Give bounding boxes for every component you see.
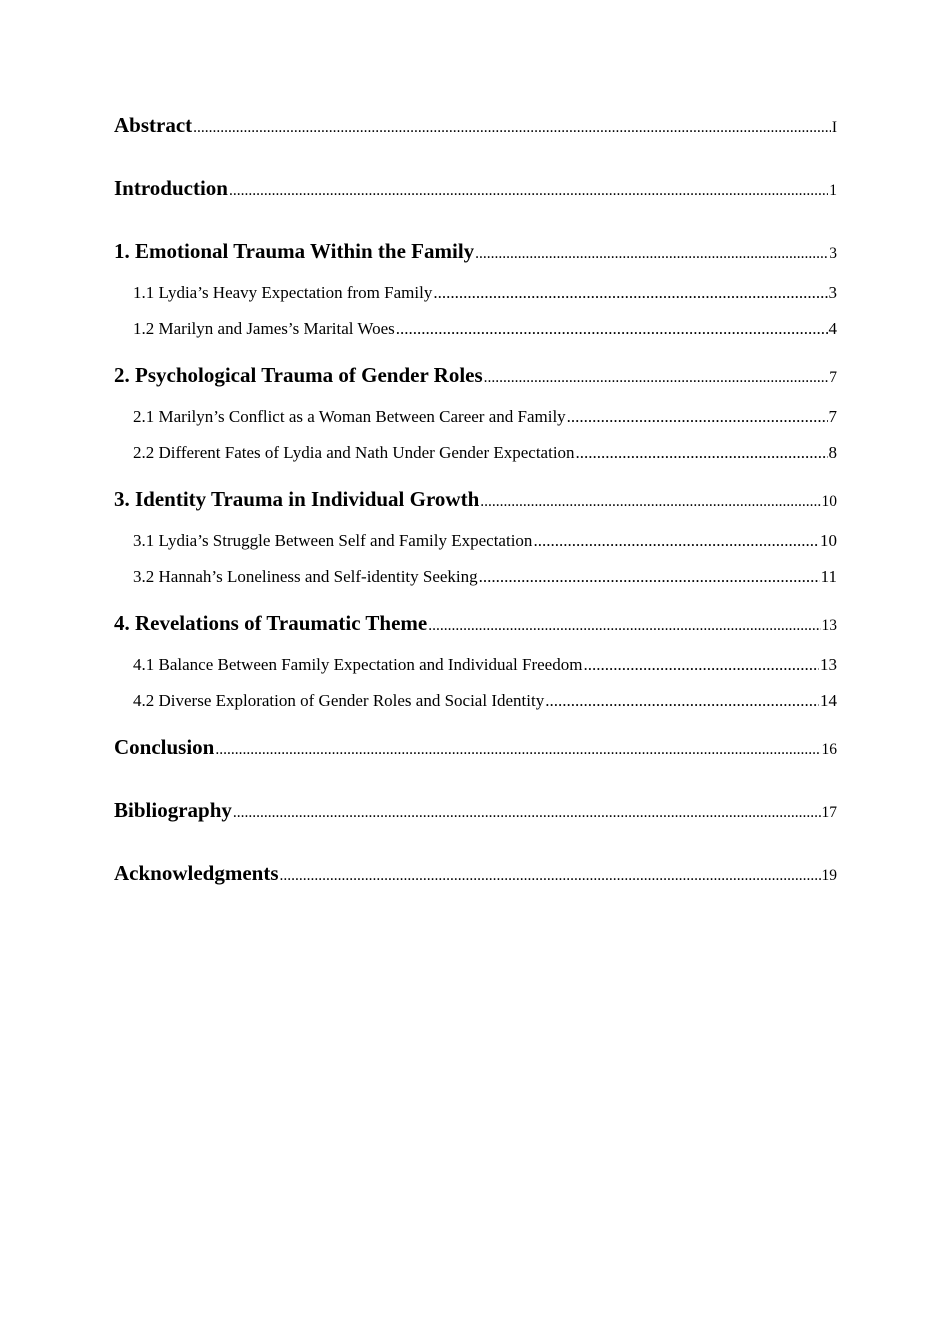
dot-leader: [545, 688, 819, 714]
toc-entry-chapter-2[interactable]: [114, 360, 837, 404]
toc-entry-section-1-1[interactable]: [114, 280, 837, 316]
toc-entry-label: Introduction: [114, 176, 228, 200]
toc-entry-label: 3. Identity Trauma in Individual Growth: [114, 487, 480, 511]
toc-entry-section-3-1[interactable]: [114, 528, 837, 564]
toc-page-number: 7: [828, 407, 837, 426]
toc-page-number: 14: [820, 691, 837, 710]
toc-entry-label: 3.2 Hannah’s Loneliness and Self-identity Seeking: [133, 567, 478, 586]
dot-leader: [484, 363, 829, 393]
toc-page-number: 19: [821, 867, 837, 884]
toc-entry-label: 4. Revelations of Traumatic Theme: [114, 611, 428, 635]
dot-leader: [576, 440, 828, 466]
dot-leader: [533, 528, 819, 554]
toc-entry-abstract[interactable]: [114, 110, 837, 173]
toc-page-number: 10: [820, 531, 837, 550]
toc-entry-label: Bibliography: [114, 798, 232, 822]
dot-leader: [433, 280, 827, 306]
toc-page-number: 4: [828, 319, 837, 338]
toc-entry-bibliography[interactable]: [114, 795, 837, 858]
dot-leader: [480, 487, 820, 517]
toc-entry-section-4-1[interactable]: [114, 652, 837, 688]
toc-entry-label: 2.2 Different Fates of Lydia and Nath Under Gender Expectation: [133, 443, 575, 462]
toc-page-number: 17: [821, 804, 837, 821]
toc-page-number: 3: [828, 283, 837, 302]
toc-entry-label: 3.1 Lydia’s Struggle Between Self and Family Expectation: [133, 531, 533, 550]
toc-page-number: 10: [821, 493, 837, 510]
dot-leader: [428, 611, 820, 641]
toc-entry-label: 4.2 Diverse Exploration of Gender Roles and Social Identity: [133, 691, 545, 710]
dot-leader: [396, 316, 828, 342]
toc-page-number: 3: [829, 245, 837, 262]
dot-leader: [479, 564, 820, 590]
dot-leader: [233, 798, 821, 828]
dot-leader: [193, 113, 831, 143]
toc-page-number: 13: [820, 655, 837, 674]
toc-entry-chapter-4[interactable]: [114, 608, 837, 652]
toc-entry-label: 4.1 Balance Between Family Expectation and Individual Freedom: [133, 655, 583, 674]
toc-page-number: 13: [821, 617, 837, 634]
toc-page-number: 11: [820, 567, 837, 586]
toc-entry-chapter-1[interactable]: [114, 236, 837, 280]
dot-leader: [583, 652, 819, 678]
dot-leader: [229, 176, 828, 206]
toc-page-number: 1: [829, 182, 837, 199]
toc-entry-section-2-2[interactable]: [114, 440, 837, 484]
toc-entry-label: Acknowledgments: [114, 861, 279, 885]
toc-page-number: 8: [828, 443, 837, 462]
toc-entry-label: Abstract: [114, 113, 193, 137]
table-of-contents: [114, 110, 837, 921]
dot-leader: [280, 861, 821, 891]
toc-entry-acknowledgments[interactable]: [114, 858, 837, 921]
toc-entry-section-2-1[interactable]: [114, 404, 837, 440]
toc-page-number: I: [831, 119, 837, 136]
toc-entry-label: 1.2 Marilyn and James’s Marital Woes: [133, 319, 395, 338]
toc-entry-section-4-2[interactable]: [114, 688, 837, 732]
toc-page-number: 16: [821, 741, 837, 758]
toc-entry-label: 2.1 Marilyn’s Conflict as a Woman Between Career and Family: [133, 407, 566, 426]
toc-entry-conclusion[interactable]: [114, 732, 837, 795]
toc-entry-chapter-3[interactable]: [114, 484, 837, 528]
dot-leader: [215, 735, 820, 765]
toc-entry-introduction[interactable]: [114, 173, 837, 236]
dot-leader: [567, 404, 828, 430]
toc-entry-label: 2. Psychological Trauma of Gender Roles: [114, 363, 483, 387]
toc-entry-section-3-2[interactable]: [114, 564, 837, 608]
toc-entry-label: 1.1 Lydia’s Heavy Expectation from Family: [133, 283, 433, 302]
toc-entry-label: Conclusion: [114, 735, 215, 759]
toc-entry-label: 1. Emotional Trauma Within the Family: [114, 239, 475, 263]
toc-page-number: 7: [829, 369, 837, 386]
dot-leader: [475, 239, 828, 269]
toc-entry-section-1-2[interactable]: [114, 316, 837, 360]
